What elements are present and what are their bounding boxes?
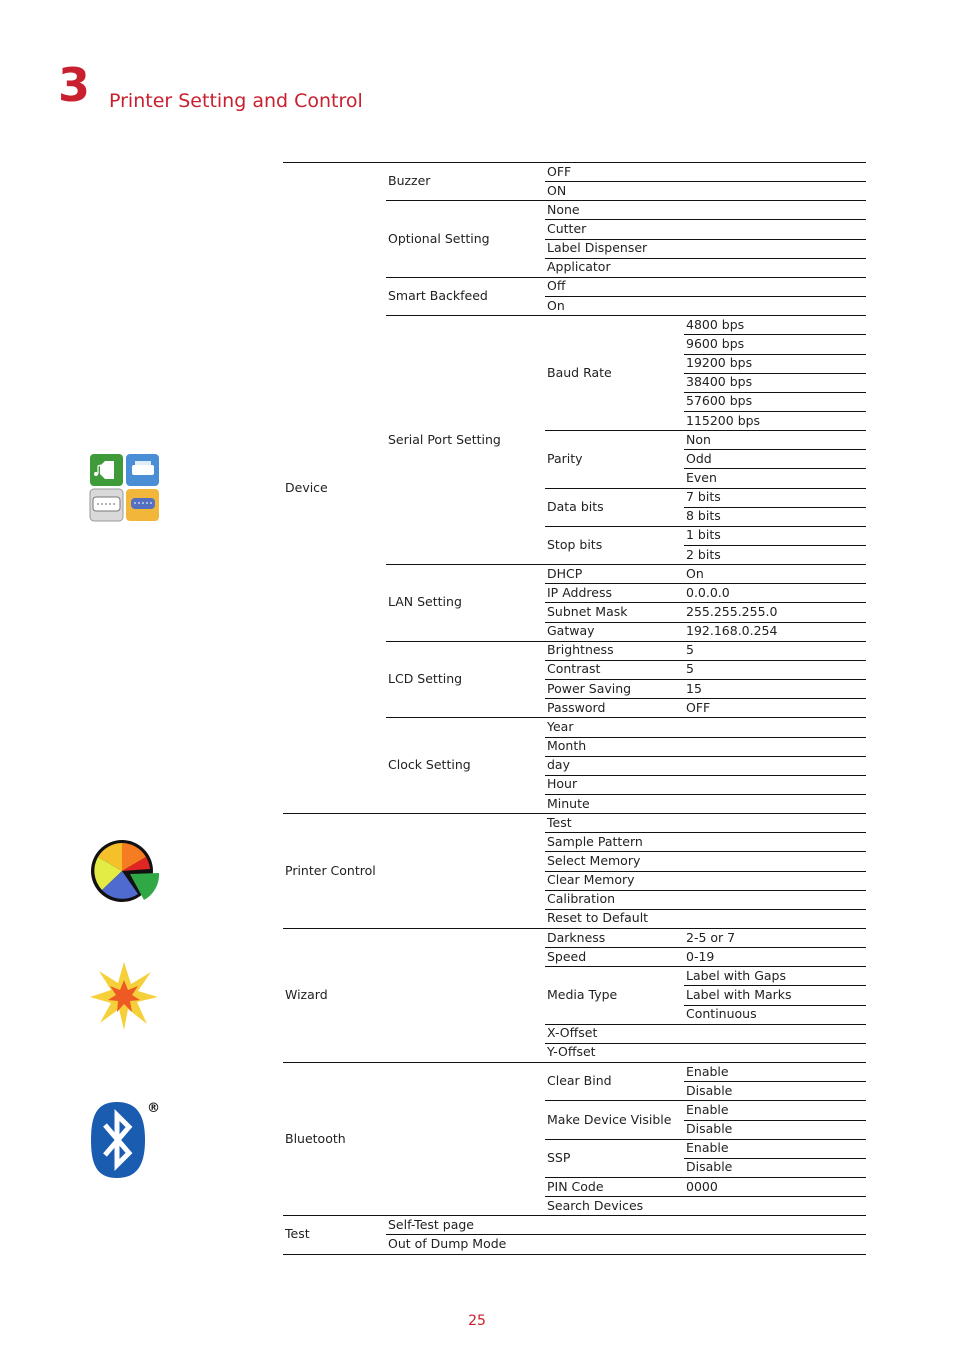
section-rule <box>386 315 866 316</box>
menu-item: Out of Dump Mode <box>388 1236 507 1251</box>
option-rule <box>545 737 866 738</box>
option-rule <box>545 583 866 584</box>
option-label: ON <box>547 183 567 198</box>
option-label: Darkness <box>547 930 606 945</box>
option-value: Disable <box>686 1121 733 1136</box>
option-label: Label Dispenser <box>547 240 648 255</box>
option-rule <box>545 181 866 182</box>
option-value: OFF <box>686 700 711 715</box>
chapter-title: Printer Setting and Control <box>109 90 363 112</box>
section-rule <box>386 564 866 565</box>
option-rule <box>545 794 866 795</box>
option-value: 19200 bps <box>686 355 753 370</box>
option-label: Baud Rate <box>547 365 612 380</box>
table-bottom-rule <box>283 1254 866 1255</box>
option-label: Data bits <box>547 499 604 514</box>
option-value: 15 <box>686 681 702 696</box>
option-label: OFF <box>547 164 572 179</box>
group-top-rule <box>283 928 866 929</box>
option-value: 9600 bps <box>686 336 745 351</box>
option-label: Test <box>547 815 572 830</box>
option-value: 255.255.255.0 <box>686 604 778 619</box>
section-label: LCD Setting <box>388 671 463 686</box>
option-label: Power Saving <box>547 681 632 696</box>
option-value: 4800 bps <box>686 317 745 332</box>
option-value: 1 bits <box>686 527 721 542</box>
option-value: 192.168.0.254 <box>686 623 778 638</box>
option-label: Media Type <box>547 987 618 1002</box>
option-rule <box>545 1177 866 1178</box>
section-rule <box>386 641 866 642</box>
option-rule <box>545 947 866 948</box>
option-value: 5 <box>686 642 694 657</box>
section-label: LAN Setting <box>388 594 462 609</box>
group-label: Bluetooth <box>285 1131 346 1146</box>
option-value: Enable <box>686 1140 729 1155</box>
value-rule <box>684 985 866 986</box>
option-label: X-Offset <box>547 1025 598 1040</box>
option-label: Search Devices <box>547 1198 644 1213</box>
option-rule <box>545 698 866 699</box>
option-label: Parity <box>547 451 583 466</box>
chapter-number: 3 <box>58 58 91 112</box>
section-rule <box>386 717 866 718</box>
option-value: 115200 bps <box>686 413 761 428</box>
section-rule <box>386 277 866 278</box>
option-rule <box>545 430 866 431</box>
option-label: Contrast <box>547 661 601 676</box>
option-rule <box>545 679 866 680</box>
option-label: Applicator <box>547 259 611 274</box>
option-rule <box>545 775 866 776</box>
option-label: On <box>547 298 565 313</box>
option-rule <box>545 851 866 852</box>
option-label: Minute <box>547 796 590 811</box>
group-label: Wizard <box>285 987 328 1002</box>
option-label: Year <box>547 719 574 734</box>
option-value: Disable <box>686 1083 733 1098</box>
option-label: Sample Pattern <box>547 834 643 849</box>
option-label: Stop bits <box>547 537 603 552</box>
value-rule <box>684 449 866 450</box>
option-label: DHCP <box>547 566 583 581</box>
option-value: Enable <box>686 1102 729 1117</box>
option-value: Label with Gaps <box>686 968 786 983</box>
registered-trademark: ® <box>147 1101 160 1116</box>
item-rule <box>386 1234 866 1235</box>
option-value: Non <box>686 432 711 447</box>
option-value: 8 bits <box>686 508 721 523</box>
option-value: Continuous <box>686 1006 757 1021</box>
section-label: Optional Setting <box>388 231 490 246</box>
option-value: 2-5 or 7 <box>686 930 736 945</box>
option-value: Even <box>686 470 717 485</box>
option-label: IP Address <box>547 585 612 600</box>
option-rule <box>545 296 866 297</box>
option-label: Subnet Mask <box>547 604 628 619</box>
option-label: Y-Offset <box>547 1044 596 1059</box>
section-rule <box>386 200 866 201</box>
option-label: Cutter <box>547 221 587 236</box>
group-label: Printer Control <box>285 863 376 878</box>
option-label: Calibration <box>547 891 616 906</box>
group-top-rule <box>283 162 866 163</box>
option-label: Month <box>547 738 587 753</box>
option-value: 38400 bps <box>686 374 753 389</box>
group-top-rule <box>283 1215 866 1216</box>
option-label: Clear Memory <box>547 872 635 887</box>
option-label: PIN Code <box>547 1179 604 1194</box>
value-rule <box>684 1081 866 1082</box>
option-rule <box>545 832 866 833</box>
option-value: 2 bits <box>686 547 721 562</box>
option-label: Password <box>547 700 606 715</box>
page-number: 25 <box>468 1313 486 1329</box>
option-value: Enable <box>686 1064 729 1079</box>
option-value: 0.0.0.0 <box>686 585 730 600</box>
option-rule <box>545 602 866 603</box>
section-label: Clock Setting <box>388 757 471 772</box>
option-rule <box>545 1100 866 1101</box>
option-rule <box>545 756 866 757</box>
option-label: SSP <box>547 1150 571 1165</box>
option-value: On <box>686 566 704 581</box>
section-label: Buzzer <box>388 173 431 188</box>
option-label: Hour <box>547 776 578 791</box>
option-value: Odd <box>686 451 712 466</box>
option-label: Speed <box>547 949 587 964</box>
value-rule <box>684 545 866 546</box>
option-label: Gatway <box>547 623 595 638</box>
option-value: 57600 bps <box>686 393 753 408</box>
option-label: day <box>547 757 570 772</box>
value-rule <box>684 411 866 412</box>
option-value: Label with Marks <box>686 987 792 1002</box>
option-label: Clear Bind <box>547 1073 612 1088</box>
option-value: 5 <box>686 661 694 676</box>
value-rule <box>684 468 866 469</box>
section-label: Smart Backfeed <box>388 288 488 303</box>
option-label: Reset to Default <box>547 910 649 925</box>
option-label: Brightness <box>547 642 614 657</box>
section-label: Serial Port Setting <box>388 432 501 447</box>
option-label: Select Memory <box>547 853 641 868</box>
option-value: 0000 <box>686 1179 718 1194</box>
option-label: Off <box>547 278 566 293</box>
group-top-rule <box>283 1062 866 1063</box>
value-rule <box>684 334 866 335</box>
menu-item: Self-Test page <box>388 1217 474 1232</box>
option-rule <box>545 219 866 220</box>
option-value: 7 bits <box>686 489 721 504</box>
option-label: None <box>547 202 580 217</box>
group-label: Test <box>285 1226 310 1241</box>
group-top-rule <box>283 813 866 814</box>
option-label: Make Device Visible <box>547 1112 672 1127</box>
option-value: Disable <box>686 1159 733 1174</box>
option-rule <box>545 966 866 967</box>
option-rule <box>545 1196 866 1197</box>
group-label: Device <box>285 480 328 495</box>
option-value: 0-19 <box>686 949 715 964</box>
